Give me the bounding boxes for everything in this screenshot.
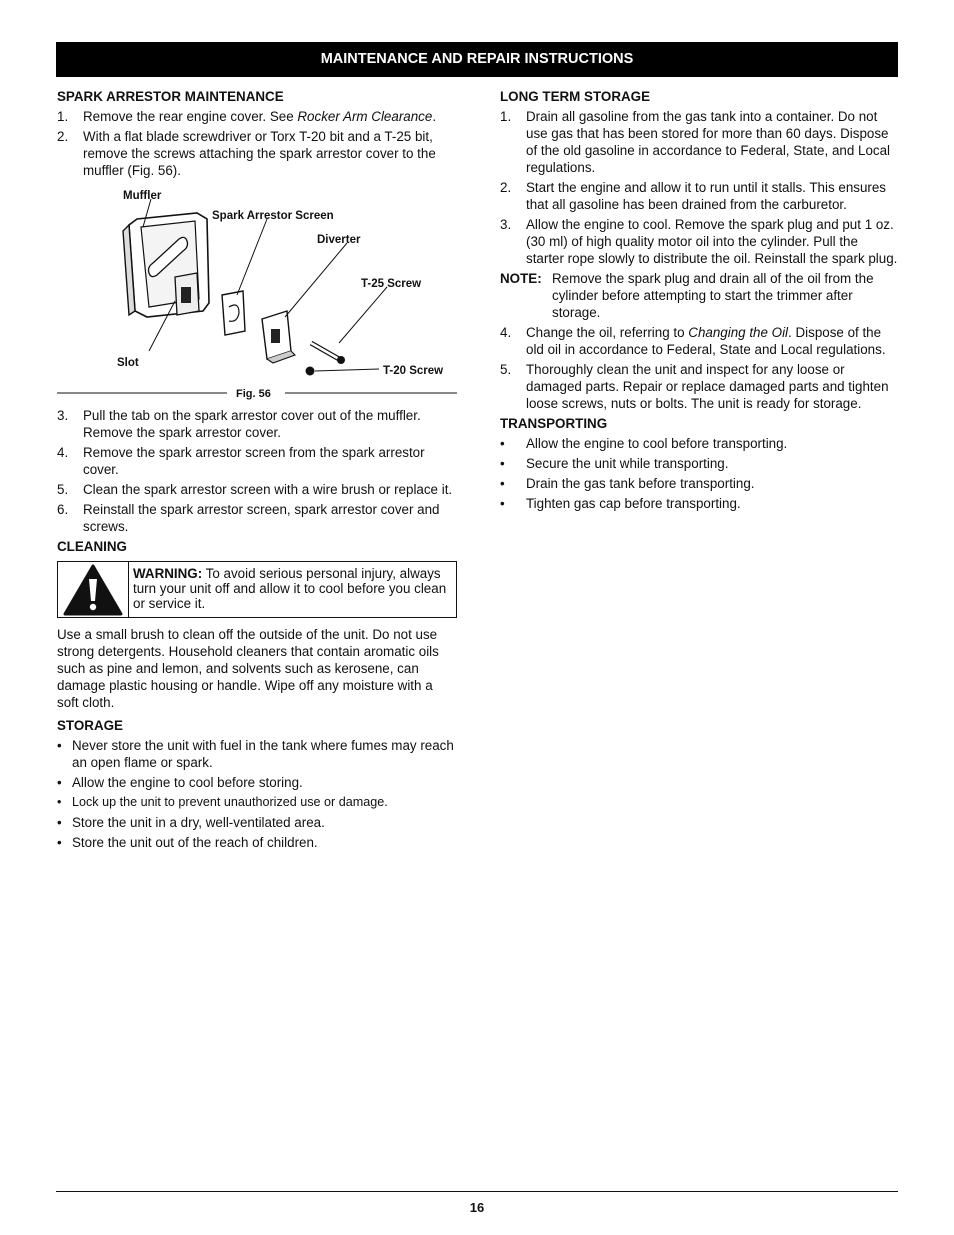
figure-caption: Fig. 56 xyxy=(236,388,271,400)
list-item: • Allow the engine to cool before storing. xyxy=(57,775,303,790)
list-item: • Lock up the unit to prevent unauthorized use or damage. xyxy=(57,795,388,809)
list-item: • Store the unit in a dry, well-ventilated area. xyxy=(57,815,325,830)
spark-step-4 xyxy=(57,444,457,478)
warning-label: WARNING: xyxy=(133,566,203,581)
right-column xyxy=(500,88,898,515)
footer-rule xyxy=(56,1191,898,1192)
list-item: • Never store the unit with fuel in the tank where fumes may reach an open flame or spark. xyxy=(57,738,454,770)
warning-text: WARNING: To avoid serious personal injury, always turn your unit off and allow it to cool before you clean or service it. xyxy=(133,566,447,611)
list-item: • Allow the engine to cool before transporting. xyxy=(500,436,788,451)
figure-56 xyxy=(57,183,457,403)
list-item: • Secure the unit while transporting. xyxy=(500,456,729,471)
spark-step-5 xyxy=(57,481,457,498)
section-title: MAINTENANCE AND REPAIR INSTRUCTIONS xyxy=(320,51,634,67)
spark-heading: SPARK ARRESTOR MAINTENANCE xyxy=(57,89,284,104)
step-text: Remove the spark arrestor screen from the spark arrestor cover. xyxy=(83,445,425,477)
long-term-step-5: 5. Thoroughly clean the unit and inspect for any loose or damaged parts. Repair or replace damaged parts and tighten loose screws, nuts or bolts. The unit is ready for storage. xyxy=(500,362,889,411)
storage-heading: STORAGE xyxy=(57,718,123,733)
long-term-step-1: 1. Drain all gasoline from the gas tank into a container. Do not use gas that has been stored for more than 60 days. Dispose of the old gasoline in accordance to Federal, State, and Local regulations. xyxy=(500,109,891,175)
note xyxy=(500,270,898,321)
label-t25-screw: T-25 Screw xyxy=(361,278,422,290)
step-number: 1. xyxy=(57,109,69,124)
step-number: 3. xyxy=(57,408,69,423)
step-text: With a flat blade screwdriver or Torx T-20 bit and a T-25 bit, remove the screws attaching the spark arrestor cover to the muffler (Fig. 56). xyxy=(83,129,436,178)
cleaning-heading: CLEANING xyxy=(57,539,127,554)
step-text: Pull the tab on the spark arrestor cover out of the muffler. Remove the spark arrestor cover. xyxy=(83,408,421,440)
note-text: Remove the spark plug and drain all of the oil from the cylinder before attempting to start the trimmer after storage. xyxy=(552,271,874,320)
step-text: Remove the rear engine cover. See Rocker Arm Clearance. xyxy=(83,109,437,124)
list-item: • Tighten gas cap before transporting. xyxy=(500,496,741,511)
label-muffler: Muffler xyxy=(123,190,162,202)
step-number: 6. xyxy=(57,502,69,517)
section-header xyxy=(56,42,898,77)
warning-box xyxy=(57,561,457,618)
step-number: 2. xyxy=(57,129,69,144)
spark-step-3 xyxy=(57,407,457,441)
list-item: • Store the unit out of the reach of children. xyxy=(57,835,318,850)
cleaning-paragraph: Use a small brush to clean off the outside of the unit. Do not use strong detergents. Household cleaners that contain aromatic oils such as pine and lemon, and solvents such as kerosene, can damage plastic housing or handle. Wipe off any moisture with a soft cloth. xyxy=(57,627,439,710)
long-term-step-3: 3. Allow the engine to cool. Remove the spark plug and put 1 oz. (30 ml) of high quality motor oil into the cylinder. Pull the starter rope slowly to distribute the oil. Reinstall the spark plug. xyxy=(500,217,898,266)
spark-step-1 xyxy=(57,108,457,125)
label-slot: Slot xyxy=(117,357,139,369)
long-term-heading: LONG TERM STORAGE xyxy=(500,89,651,104)
step-text: Clean the spark arrestor screen with a wire brush or replace it. xyxy=(83,482,453,497)
step-number: 4. xyxy=(57,445,69,460)
page-number: 16 xyxy=(469,1200,485,1215)
spark-step-2 xyxy=(57,128,457,179)
long-term-step-4: 4. Change the oil, referring to Changing the Oil. Dispose of the old oil in accordance to Federal, State and Local regulations. xyxy=(500,325,886,357)
spark-step-6 xyxy=(57,501,457,535)
label-t20-screw: T-20 Screw xyxy=(383,365,444,377)
label-diverter: Diverter xyxy=(317,234,361,246)
left-column xyxy=(57,88,457,854)
note-label: NOTE: xyxy=(500,271,542,286)
cross-reference: Rocker Arm Clearance xyxy=(297,109,433,124)
long-term-step-2: 2. Start the engine and allow it to run until it stalls. This ensures that all gasoline has been drained from the carburetor. xyxy=(500,180,887,212)
transporting-heading: TRANSPORTING xyxy=(500,416,608,431)
list-item: • Drain the gas tank before transporting. xyxy=(500,476,755,491)
label-spark-arrestor-screen: Spark Arrestor Screen xyxy=(212,210,334,222)
step-number: 5. xyxy=(57,482,69,497)
step-text: Reinstall the spark arrestor screen, spark arrestor cover and screws. xyxy=(83,502,440,534)
warning-triangle-icon xyxy=(58,562,129,617)
cross-reference: Changing the Oil xyxy=(688,325,789,340)
